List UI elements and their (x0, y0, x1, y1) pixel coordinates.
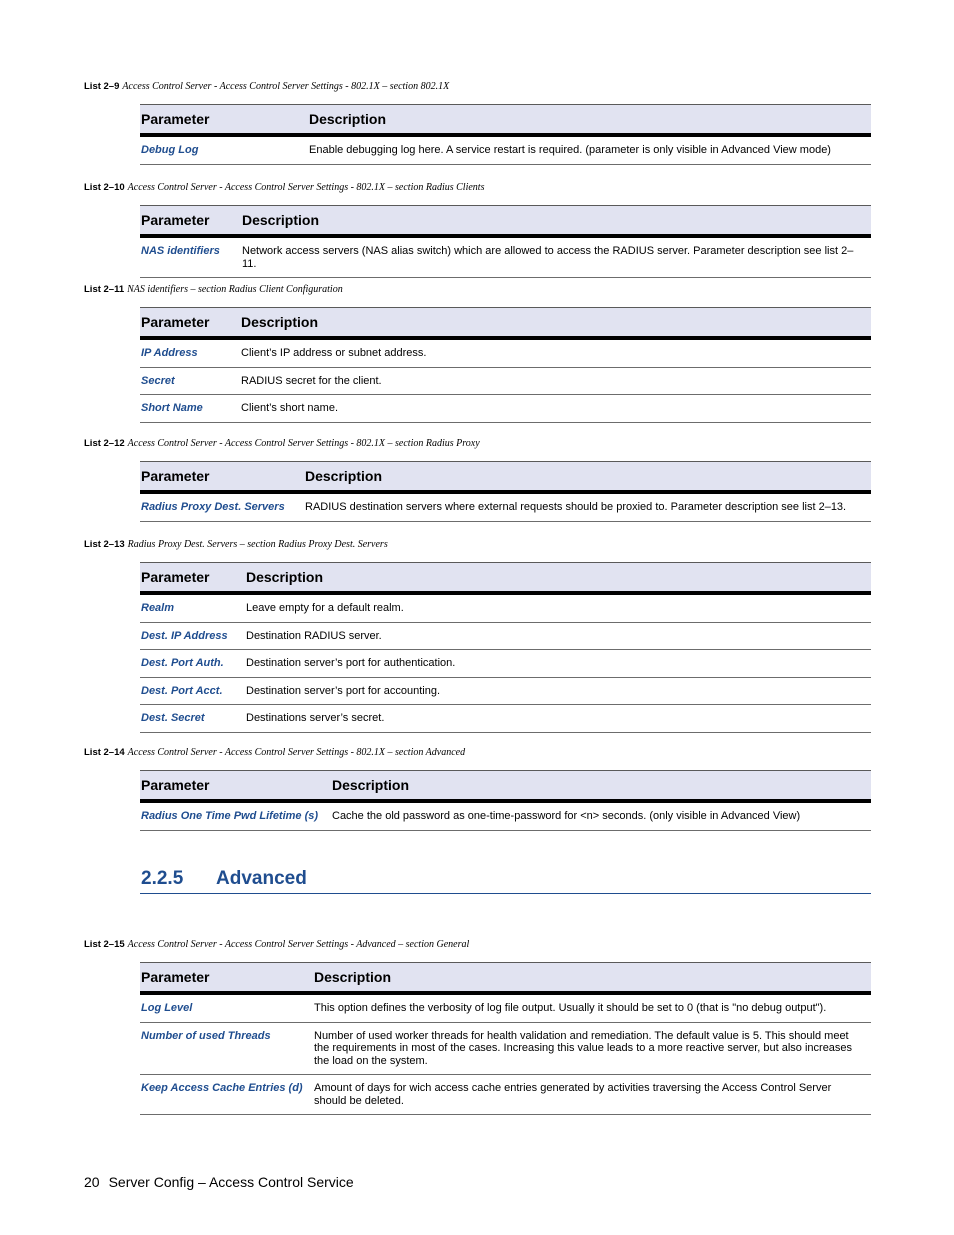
table-header (140, 205, 871, 238)
parameter-name: Radius One Time Pwd Lifetime (s) (141, 810, 319, 822)
parameter-table (140, 962, 871, 1115)
header-description: Description (305, 468, 383, 484)
list-label: List 2–13 (84, 539, 125, 550)
table-header (140, 962, 871, 995)
parameter-name: NAS identifiers (141, 245, 220, 257)
parameter-table (140, 562, 871, 733)
parameter-description: Client’s short name. (241, 402, 339, 414)
table-header (140, 104, 871, 137)
section-title: Advanced (216, 868, 307, 889)
parameter-description: RADIUS secret for the client. (241, 374, 382, 387)
parameter-name: IP Address (141, 347, 198, 359)
table-row (140, 705, 871, 733)
table-row (140, 1023, 871, 1076)
list-label: List 2–15 (84, 939, 125, 950)
parameter-description: Destination server’s port for accounting. (246, 684, 441, 697)
list-caption (84, 81, 449, 92)
parameter-name: Dest. IP Address (141, 629, 228, 642)
parameter-name: Secret (141, 374, 175, 387)
parameter-table (140, 104, 871, 165)
table-header (140, 770, 871, 803)
parameter-description: Enable debugging log here. A service restart is required. (parameter is only visible in Advanced View mode) (309, 144, 831, 156)
parameter-name: Log Level (141, 1002, 193, 1014)
header-parameter: Parameter (141, 468, 210, 484)
table-row (140, 623, 871, 651)
parameter-description: Number of used worker threads for health validation and remediation. The default value is 5. This should meet the requirements in most of the cases. Increasing this value leads to a more reactive server, but also increases the load on the system. (314, 1029, 853, 1067)
table-row (140, 803, 871, 831)
list-label: List 2–12 (84, 438, 125, 449)
table-row (140, 678, 871, 706)
list-caption (84, 939, 469, 950)
header-description: Description (332, 777, 410, 793)
parameter-description: Amount of days for wich access cache entries generated by activities traversing the Access Control Server should be deleted. (314, 1082, 832, 1107)
parameter-table (140, 307, 871, 423)
list-caption (84, 284, 343, 295)
header-parameter: Parameter (141, 969, 210, 985)
table-row (140, 494, 871, 522)
list-label: List 2–9 (84, 81, 120, 92)
list-caption-text: Access Control Server - Access Control Server Settings - 802.1X – section 802.1X (122, 81, 450, 92)
header-description: Description (241, 314, 319, 330)
section-heading (140, 866, 871, 894)
table-row (140, 238, 871, 278)
list-caption (84, 438, 480, 449)
parameter-description: Network access servers (NAS alias switch) which are allowed to access the RADIUS server. Parameter description see list 2–11. (242, 245, 854, 270)
parameter-description: Destination RADIUS server. (246, 629, 382, 642)
parameter-table (140, 205, 871, 278)
list-caption-text: Access Control Server - Access Control Server Settings - 802.1X – section Advanced (127, 747, 466, 758)
header-parameter: Parameter (141, 314, 210, 330)
parameter-name: Radius Proxy Dest. Servers (141, 501, 285, 513)
parameter-name: Realm (141, 602, 175, 614)
list-caption-text: NAS identifiers – section Radius Client Configuration (127, 284, 343, 295)
list-label: List 2–11 (84, 284, 125, 295)
table-row (140, 995, 871, 1023)
parameter-description: RADIUS destination servers where external requests should be proxied to. Parameter description see list 2–13. (305, 501, 847, 513)
parameter-name: Debug Log (141, 144, 199, 156)
list-label: List 2–14 (84, 747, 125, 758)
parameter-name: Dest. Port Auth. (141, 657, 224, 669)
parameter-name: Keep Access Cache Entries (d) (141, 1082, 303, 1094)
parameter-name: Dest. Secret (141, 712, 205, 724)
list-caption (84, 747, 465, 758)
parameter-description: Cache the old password as one-time-password for <n> seconds. (only visible in Advanced View) (332, 810, 801, 822)
header-description: Description (314, 969, 392, 985)
parameter-table (140, 461, 871, 522)
list-caption (84, 182, 484, 193)
header-parameter: Parameter (141, 569, 210, 585)
table-row (140, 595, 871, 623)
list-caption-text: Access Control Server - Access Control Server Settings - 802.1X – section Radius Proxy (127, 438, 480, 449)
parameter-description: Leave empty for a default realm. (246, 602, 404, 614)
header-parameter: Parameter (141, 777, 210, 793)
parameter-name: Short Name (141, 402, 203, 414)
parameter-name: Dest. Port Acct. (141, 684, 223, 697)
page-number: 20 (84, 1174, 100, 1190)
list-label: List 2–10 (84, 182, 125, 193)
header-description: Description (309, 111, 387, 127)
table-row (140, 137, 871, 165)
table-row (140, 395, 871, 423)
parameter-table (140, 770, 871, 831)
parameter-description: Client’s IP address or subnet address. (241, 347, 427, 359)
parameter-description: Destinations server’s secret. (246, 712, 385, 724)
list-caption (84, 539, 388, 550)
footer-title: Server Config – Access Control Service (108, 1174, 354, 1190)
page-footer (84, 1174, 354, 1190)
table-row (140, 340, 871, 368)
table-header (140, 307, 871, 340)
table-row (140, 1075, 871, 1115)
header-description: Description (242, 212, 320, 228)
list-caption-text: Access Control Server - Access Control Server Settings - 802.1X – section Radius Clients (127, 182, 485, 193)
parameter-description: Destination server’s port for authentication. (246, 657, 456, 669)
header-parameter: Parameter (141, 212, 210, 228)
header-parameter: Parameter (141, 111, 210, 127)
list-caption-text: Access Control Server - Access Control Server Settings - Advanced – section General (127, 939, 470, 950)
section-number: 2.2.5 (141, 868, 184, 889)
header-description: Description (246, 569, 324, 585)
table-row (140, 368, 871, 396)
list-caption-text: Radius Proxy Dest. Servers – section Radius Proxy Dest. Servers (127, 539, 388, 550)
table-header (140, 562, 871, 595)
table-header (140, 461, 871, 494)
parameter-name: Number of used Threads (141, 1029, 271, 1042)
parameter-description: This option defines the verbosity of log file output. Usually it should be set to 0 (that is "no debug output"). (314, 1002, 827, 1014)
table-row (140, 650, 871, 678)
